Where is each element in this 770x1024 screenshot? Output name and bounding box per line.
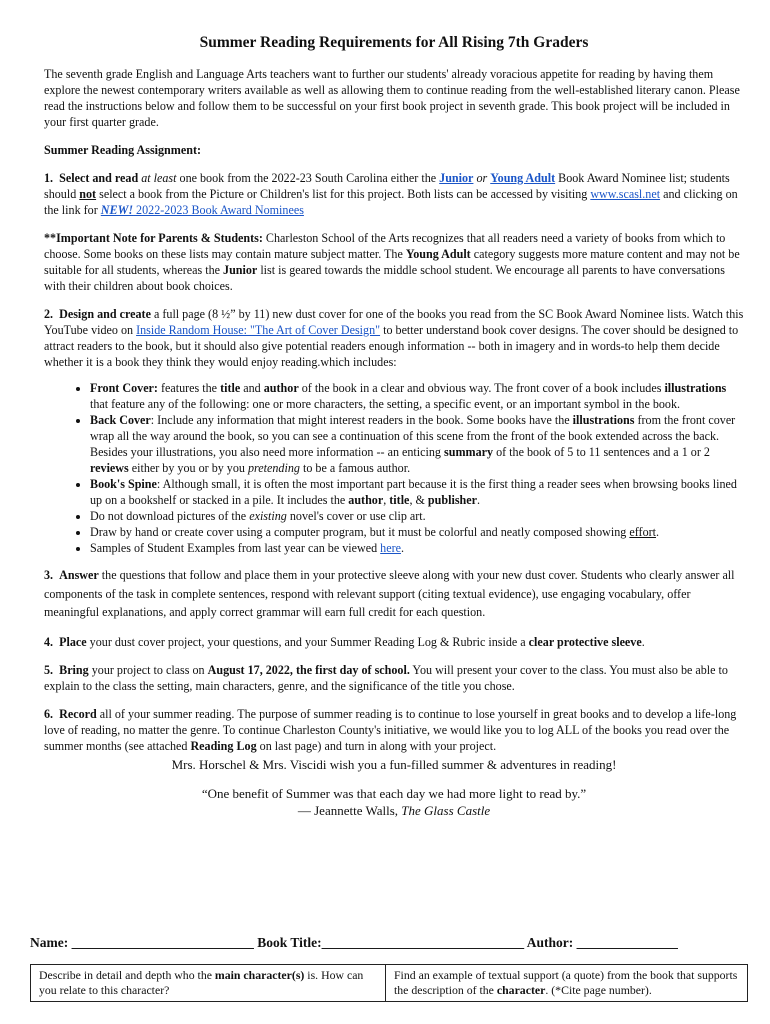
quote-text: “One benefit of Summer was that each day we had more light to read by.”: [201, 785, 587, 801]
step-4-paragraph: 4. Place your dust cover project, your questions, and your Summer Reading Log & Rubric inside a clear protective sleeve.: [44, 634, 645, 649]
document-page: [44, 34, 744, 819]
closing-message: Mrs. Horschel & Mrs. Viscidi wish you a fun-filled summer & adventures in reading!: [171, 756, 617, 772]
book-title-field[interactable]: ______________________________: [321, 935, 525, 950]
question-textual-support: Find an example of textual support (a quote) from the book that supports the description of the character. (*Cite page number).: [386, 965, 748, 1002]
author-label: Author:: [524, 935, 577, 950]
scasl-website-link[interactable]: www.scasl.net: [590, 187, 661, 201]
intro-paragraph: The seventh grade English and Language Arts teachers want to further our students' already voracious appetite for reading by having them explore the newest contemporary writers available as well as allowing them to continue reading from the well-established literary canon. Please read the instructions below and follow them to be successful on your first book project in seventh grade. This book project will be included in your first quarter grade.: [44, 67, 740, 129]
step-5-paragraph: 5. Bring your project to class on August 17, 2022, the first day of school. You will present your cover to the class. You must also be able to explain to the class the setting, main characters, genre, and the significance of the title you chose.: [44, 662, 728, 693]
book-title-label: Book Title:: [253, 935, 322, 950]
cover-design-video-link[interactable]: Inside Random House: "The Art of Cover Design": [136, 323, 381, 337]
step-6-paragraph: 6. Record all of your summer reading. The purpose of summer reading is to continue to lose yourself in great books and to develop a life-long love of reading, no matter the genre. To continue Charleston County's initiative, we would like you to log ALL of the books you read over the summer months (see attached Reading Log on last page) and turn in along with your project.: [44, 706, 737, 753]
list-item-front-cover: • Front Cover: features the title and author of the book in a clear and obvious way. The front cover of a book includes illustrations that feature any of the following: one or more characters, the setting, a specific event, or an important symbol in the book.: [90, 380, 744, 412]
question-table: [30, 964, 748, 1002]
samples-here-link[interactable]: here: [380, 541, 401, 555]
page-title: Summer Reading Requirements for All Rising 7th Graders: [199, 34, 589, 51]
table-row: [31, 965, 748, 1002]
question-main-character: Describe in detail and depth who the main character(s) is. How can you relate to this character?: [31, 965, 386, 1002]
step-3-paragraph: 3. Answer the questions that follow and place them in your protective sleeve along with your new dust cover. Students who clearly answer all components of the task in complete sentences, respond with relevant support (citing textual evidence), use engaging vocabulary, offer meaningful explanations, and apply correct grammar will earn full credit for each question.: [44, 568, 735, 619]
name-label: Name:: [30, 935, 72, 950]
step-1-paragraph: 1. Select and read at least one book from the 2022-23 South Carolina either the Junior or Young Adult Book Award Nominee list; students should not select a book from the Picture or Children's list for this project. Both lists can be accessed by visiting www.scasl.net and clicking on the link for NEW! 2022-2023 Book Award Nominees: [44, 171, 738, 217]
name-field[interactable]: ___________________________: [71, 935, 254, 950]
step-2-paragraph: 2. Design and create a full page (8 ½” by 11) new dust cover for one of the books you read from the SC Book Award Nominee lists. Watch this YouTube video on Inside Random House: "The Art of Cover Design" to better understand book cover designs. The cover should be designed to attract readers to the book, but it should also give potential readers enough information -- both in imagery and in words-to help them decide whether it is a book they think they would enjoy reading.which includes:: [44, 307, 744, 369]
nominees-link[interactable]: NEW! 2022-2023 Book Award Nominees: [100, 203, 304, 217]
young-adult-list-link[interactable]: Young Adult: [490, 171, 556, 185]
parent-note-paragraph: **Important Note for Parents & Students: Charleston School of the Arts recognizes that all readers need a variety of books from which to choose. Some books on these lists may contain mature subject matter. The Young Adult category suggests more mature content and may not be suitable for all students, whereas the Junior list is geared towards the middle school student. We encourage all parents to have conversations with their children about book choices.: [44, 231, 740, 293]
author-field[interactable]: _______________: [576, 935, 678, 950]
dust-cover-requirements-list: [44, 380, 744, 556]
list-item-back-cover: • Back Cover: Include any information that might interest readers in the book. Some books have the illustrations from the front cover wrap all the way around the book, so you can see a continuation of this scene from the front of the book extended across the back. Besides your illustrations, you also need more information -- an enticing summary of the book of 5 to 11 sentences and a 1 or 2 reviews either by you or by you pretending to be a famous author.: [90, 412, 744, 476]
assignment-heading: Summer Reading Assignment:: [44, 143, 202, 157]
list-item-book-spine: • Book's Spine: Although small, it is often the most important part because it is the first thing a reader sees when browsing books lined up on a bookshelf or stacked in a pile. It includes the author, title, & publisher.: [90, 476, 744, 508]
list-item-no-download: • Do not download pictures of the existing novel's cover or use clip art.: [90, 508, 744, 524]
list-item-samples: • Samples of Student Examples from last year can be viewed here.: [90, 540, 744, 556]
quote-attribution: — Jeannette Walls, The Glass Castle: [297, 802, 491, 818]
junior-list-link[interactable]: Junior: [439, 171, 474, 185]
list-item-draw-by-hand: • Draw by hand or create cover using a computer program, but it must be colorful and neatly composed showing effort.: [90, 524, 744, 540]
student-info-row: [30, 935, 748, 951]
